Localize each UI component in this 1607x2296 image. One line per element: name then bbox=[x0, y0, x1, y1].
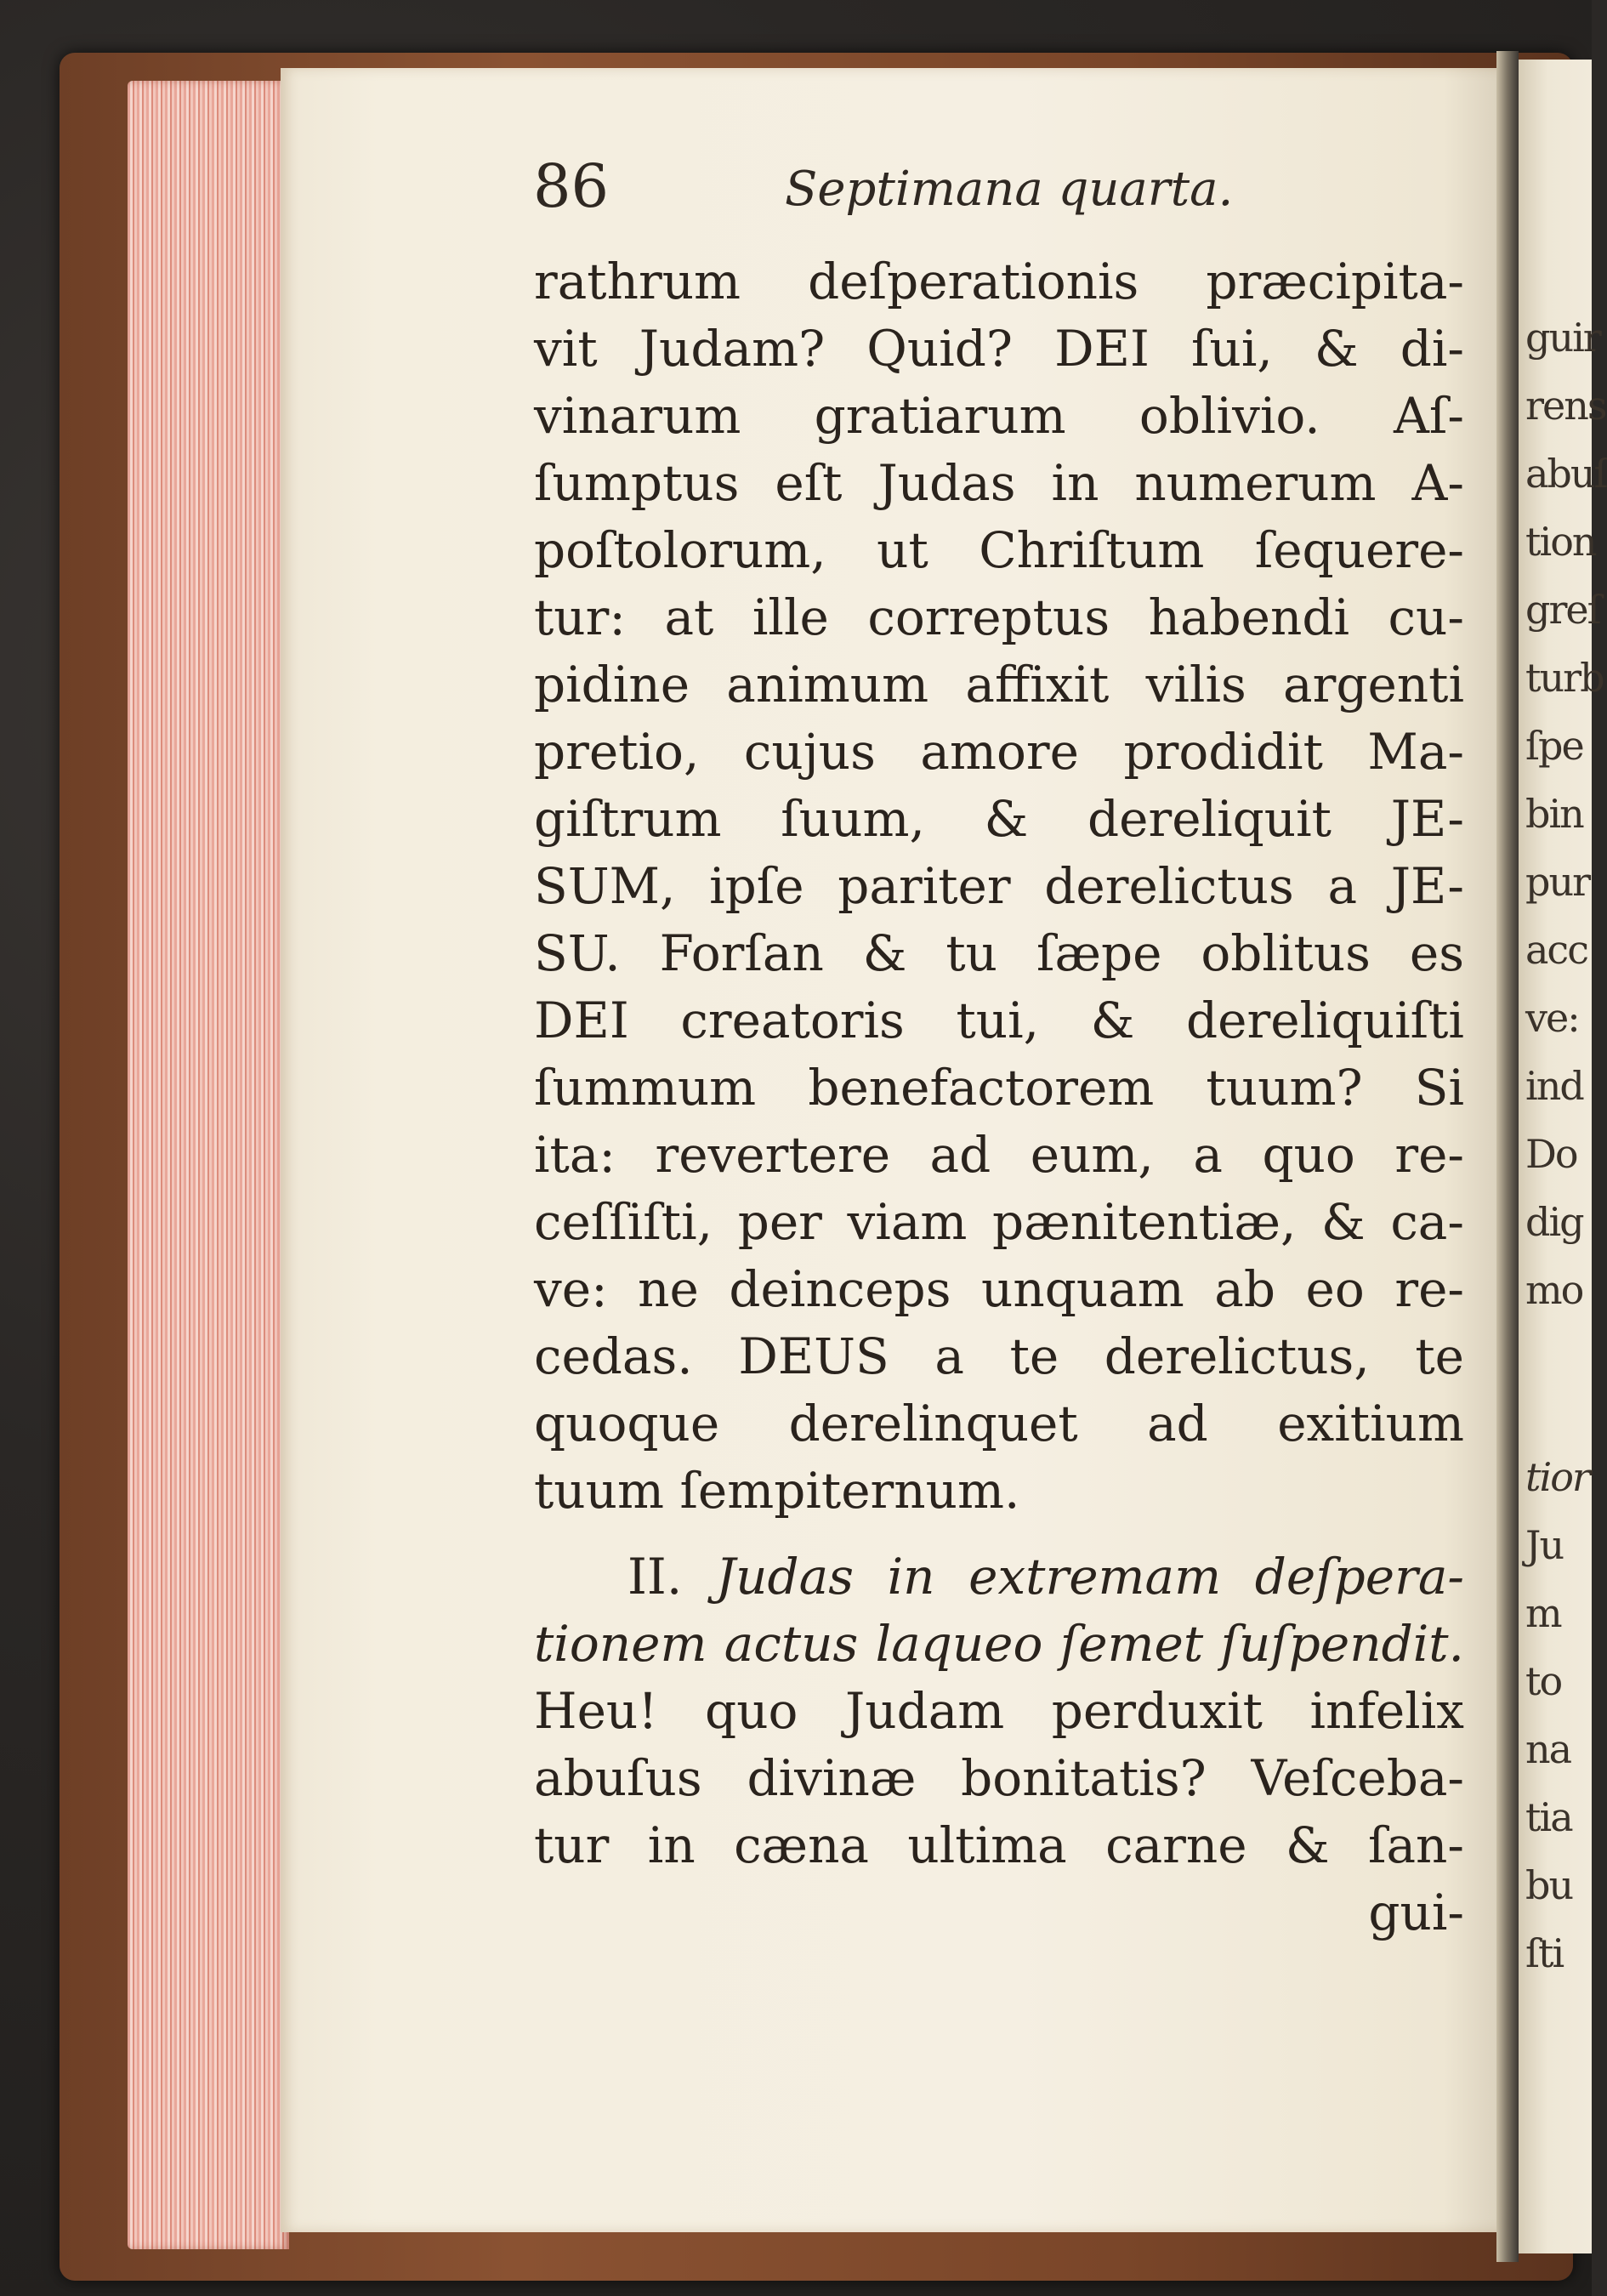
facing-text-fragment: ve: bbox=[1525, 995, 1579, 1041]
facing-text-fragment: ſpe bbox=[1525, 723, 1583, 769]
facing-page bbox=[1519, 60, 1607, 2253]
facing-text-fragment: acc bbox=[1525, 927, 1587, 973]
text-line: ve: ne deinceps unquam ab eo re- bbox=[534, 1260, 1464, 1318]
facing-text-fragment: bu bbox=[1525, 1862, 1573, 1908]
running-head: Septimana quarta. bbox=[785, 162, 1234, 217]
facing-text-fragment: tia bbox=[1525, 1794, 1572, 1840]
facing-text-fragment: m bbox=[1525, 1590, 1561, 1636]
facing-text-fragment: tior bbox=[1525, 1454, 1589, 1500]
facing-text-fragment: Ju bbox=[1525, 1522, 1564, 1568]
facing-text-fragment: greſ bbox=[1525, 587, 1600, 633]
text-line: rathrum deſperationis præcipita- bbox=[534, 253, 1464, 310]
text-line: DEI creatoris tui, & dereliquiſti bbox=[534, 992, 1464, 1049]
text-line: vinarum gratiarum oblivio. Aſ- bbox=[534, 387, 1464, 445]
text-line: SUM, ipſe pariter derelictus a JE- bbox=[534, 857, 1464, 915]
text-line: pretio, cujus amore prodidit Ma- bbox=[534, 723, 1464, 781]
facing-text-fragment: pur bbox=[1525, 859, 1590, 905]
text-line: abuſus divinæ bonitatis? Veſceba- bbox=[534, 1749, 1464, 1807]
facing-text-fragment: dig bbox=[1525, 1199, 1583, 1245]
text-line: quoque derelinquet ad exitium bbox=[534, 1395, 1464, 1452]
section-heading-line bbox=[627, 1546, 1464, 1607]
section-number: II. bbox=[627, 1548, 683, 1605]
text-line: vit Judam? Quid? DEI ſui, & di- bbox=[534, 320, 1464, 378]
book-gutter bbox=[1496, 51, 1519, 2262]
text-line: tuum ſempiternum. bbox=[534, 1462, 1020, 1520]
text-line: ceſſiſti, per viam pænitentiæ, & ca- bbox=[534, 1193, 1464, 1251]
text-line: tur in cæna ultima carne & ſan- bbox=[534, 1816, 1464, 1874]
facing-text-fragment: to bbox=[1525, 1658, 1562, 1704]
facing-text-fragment: guir bbox=[1525, 315, 1600, 361]
facing-text-fragment: Do bbox=[1525, 1131, 1577, 1177]
text-line: ſummum benefactorem tuum? Si bbox=[534, 1059, 1464, 1117]
text-line: cedas. DEUS a te derelictus, te bbox=[534, 1327, 1464, 1385]
facing-text-fragment: abuſ bbox=[1525, 451, 1607, 497]
facing-text-fragment: na bbox=[1525, 1726, 1571, 1772]
facing-text-fragment: mo bbox=[1525, 1267, 1583, 1313]
text-line: SU. Forſan & tu ſæpe oblitus es bbox=[534, 924, 1464, 982]
text-line: tur: at ille correptus habendi cu- bbox=[534, 588, 1464, 646]
text-line: poſtolorum, ut Chriſtum ſequere- bbox=[534, 521, 1464, 579]
facing-text-fragment: rens bbox=[1525, 383, 1606, 429]
facing-text-fragment: ind bbox=[1525, 1063, 1583, 1109]
text-line: giſtrum ſuum, & dereliquit JE- bbox=[534, 790, 1464, 848]
facing-text-fragment: tion bbox=[1525, 519, 1596, 565]
facing-text-fragment: ſti bbox=[1525, 1930, 1564, 1976]
facing-text-fragment: bin bbox=[1525, 791, 1583, 837]
facing-text-fragment: turb bbox=[1525, 655, 1604, 701]
section-heading: Judas in extremam deſpera- bbox=[715, 1548, 1465, 1605]
text-line: pidine animum affixit vilis argenti bbox=[534, 656, 1464, 713]
catchword: gui- bbox=[1368, 1884, 1464, 1941]
page-edges bbox=[128, 81, 289, 2249]
section-heading-line: tionem actus laqueo ſemet ſuſpendit. bbox=[534, 1615, 1464, 1673]
page-number: 86 bbox=[533, 151, 610, 221]
text-line: Heu! quo Judam perduxit infelix bbox=[534, 1682, 1464, 1740]
text-line: ſumptus eſt Judas in numerum A- bbox=[534, 454, 1464, 512]
text-line: ita: revertere ad eum, a quo re- bbox=[534, 1126, 1464, 1184]
